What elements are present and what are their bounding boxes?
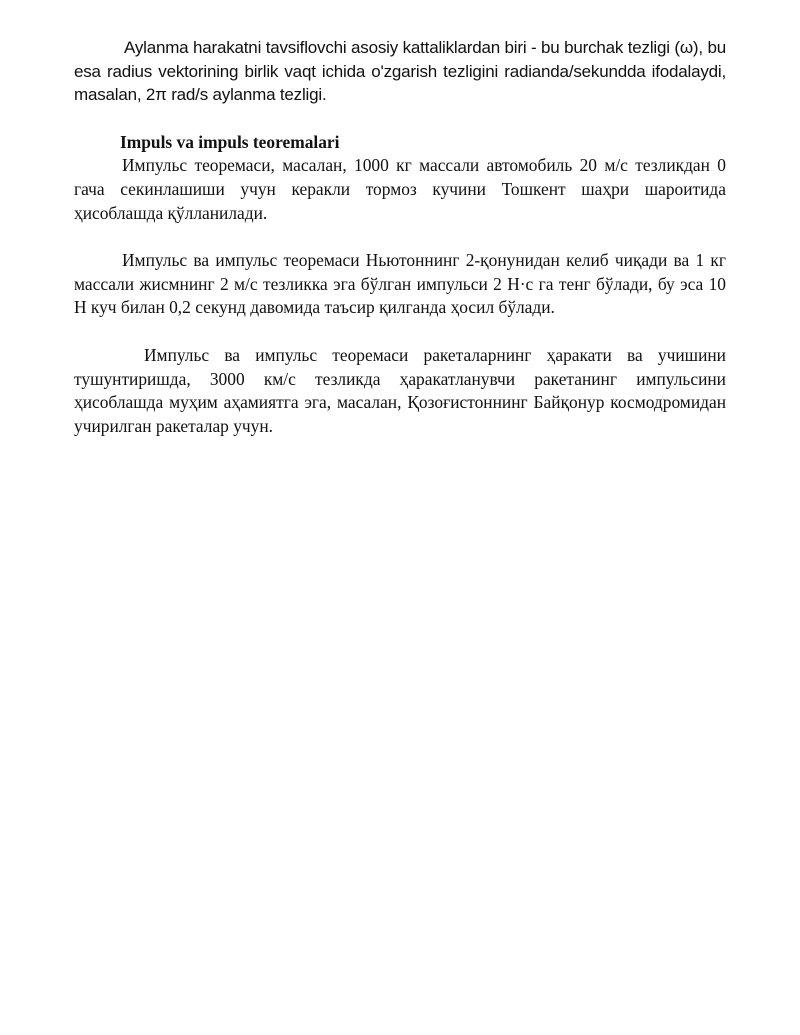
paragraph-angular-velocity: Aylanma harakatni tavsiflovchi asosiy kattaliklardan biri - bu burchak tezligi (ω), bu esa radius vektorining birlik vaqt ichida o'zgarish tezligini radianda/sekundda ifodalaydi, masalan, 2π rad/s aylanma tezligi. (74, 38, 726, 105)
document-page (74, 36, 726, 438)
paragraph-newton-second-law: Импульс ва импульс теоремаси Ньютоннинг 2-қонунидан келиб чиқади ва 1 кг массали жисмнинг 2 м/с тезликка эга бўлган импульси 2 Н·с га тенг бўлади, бу эса 10 Н куч билан 0,2 секунд давомида таъсир қилганда ҳосил бўлади. (74, 250, 726, 318)
paragraph-rocket-impulse: Импульс ва импульс теоремаси ракеталарнинг ҳаракати ва учишини тушунтиришда, 3000 км/с тезликда ҳаракатланувчи ракетанинг импульсини ҳисоблашда муҳим аҳамиятга эга, масалан, Қозоғистоннинг Байқонур космодромидан учирилган ракеталар учун. (74, 344, 726, 436)
section-heading: Impuls va impuls teoremalari (120, 131, 340, 152)
paragraph-braking-force: Импульс теоремаси, масалан, 1000 кг массали автомобиль 20 м/с тезликдан 0 гача секинлашиши учун керакли тормоз кучини Тошкент шаҳри шароитида ҳисоблашда қўлланилади. (74, 155, 726, 223)
